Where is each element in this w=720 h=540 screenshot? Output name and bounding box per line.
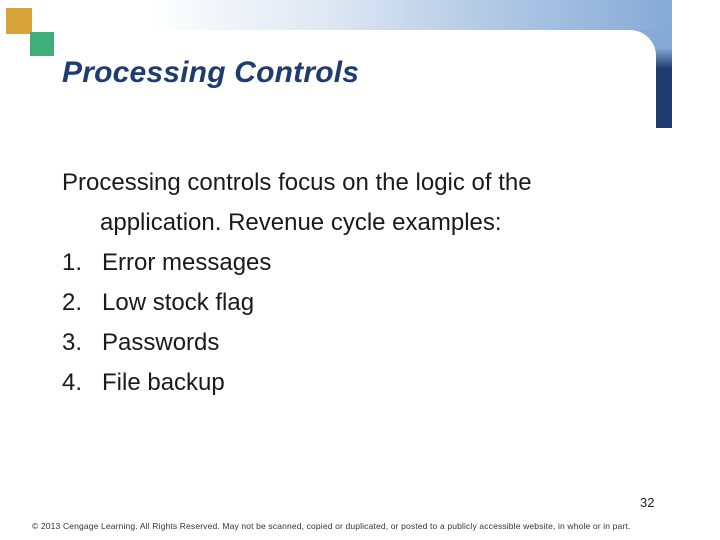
slide-body — [62, 163, 662, 403]
list-item-text: Low stock flag — [102, 289, 255, 316]
list-item-text: Passwords — [102, 329, 220, 356]
list-item-number: 1. — [62, 249, 83, 276]
orange-square-decoration — [6, 8, 32, 34]
list-item-number: 3. — [62, 329, 83, 356]
list-item — [62, 243, 662, 283]
list-item-number: 4. — [62, 369, 83, 396]
list-item — [62, 323, 662, 363]
list-item-text: File backup — [102, 369, 225, 396]
page-number: 32 — [640, 495, 655, 510]
intro-line-2: application. Revenue cycle examples: — [100, 209, 502, 236]
copyright-footer: © 2013 Cengage Learning. All Rights Reserved. May not be scanned, copied or duplicated, or posted to a publicly accessible website, in whole or in part. — [32, 521, 631, 531]
examples-list — [62, 243, 662, 403]
list-item — [62, 283, 662, 323]
intro-line-1: Processing controls focus on the logic of the — [62, 169, 532, 196]
list-item — [62, 363, 662, 403]
intro-paragraph — [62, 163, 662, 243]
green-square-decoration — [30, 32, 54, 56]
list-item-number: 2. — [62, 289, 83, 316]
slide-title: Processing Controls — [62, 56, 360, 89]
list-item-text: Error messages — [102, 249, 272, 276]
